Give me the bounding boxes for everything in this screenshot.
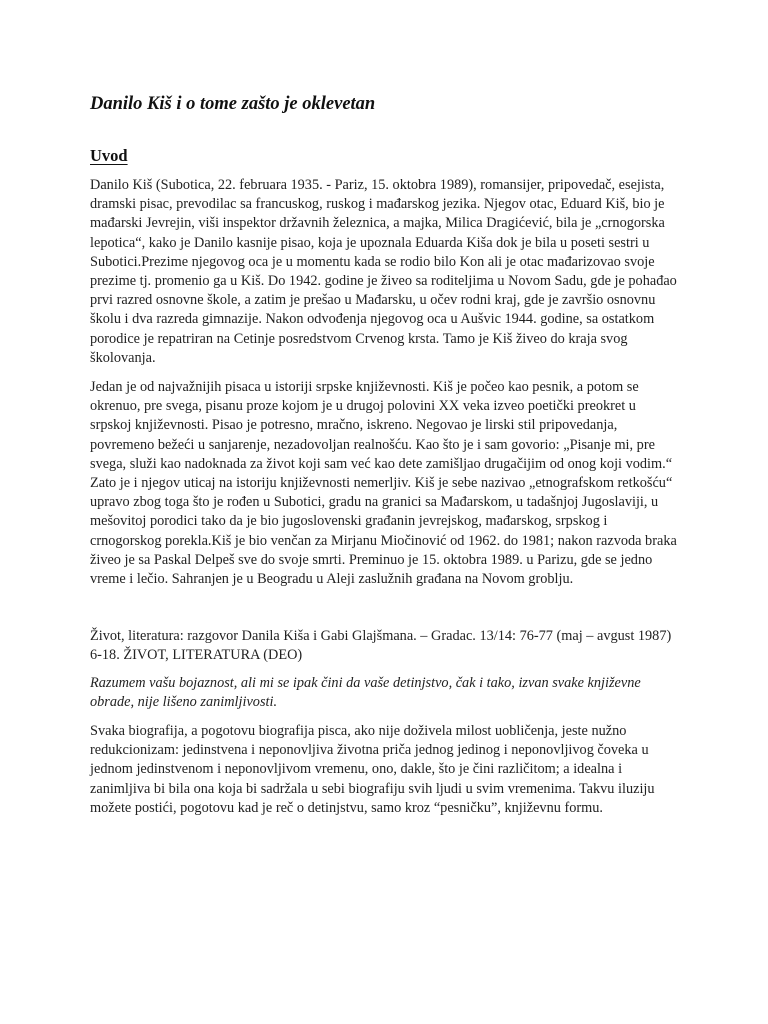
section-heading-uvod: Uvod: [90, 146, 128, 165]
paragraph-biography-answer: Svaka biografija, a pogotovu biografija pisca, ako nije doživela milost uobličenja, jeste nužno redukcionizam: jedinstvena i neponovljiva životna priča jednog jedinog i neponovljivog čoveka u jednom jedinstvenom i neponovljivom vremenu, ono, dakle, što je čini različitom; a idealna i zanimljiva bi bila ona koja bi sadržala u sebi biografiju svih ljudi u svim vremenima. Takvu iluziju možete postići, pogotovu kad je reč o detinjstvu, samo kroz “pesničku”, književnu formu.: [90, 723, 655, 816]
document-title: Danilo Kiš i o tome zašto je oklevetan: [90, 94, 376, 114]
paragraph-literary-significance: Jedan je od najvažnijih pisaca u istoriji srpske književnosti. Kiš je počeo kao pesnik, a potom se okrenuo, pre svega, pisanu proze kojom je u drugoj polovini XX veka izveo poetički preokret u srpskoj književnosti. Pisao je potresno, mračno, iskreno. Negovao je lirski stil pripovedanja, povremeno bežeći u sanjarenje, nezadovoljan realnošću. Kao što je i sam govorio: „Pisanje mi, pre svega, služi kao nadoknada za život koji sam već kao dete zamišljao drugačijim od onog koji vodim.“ Zato je i njegov uticaj na istoriju književnosti nemerljiv. Kiš je sebe nazivao „etnografskom retkošću“ upravo zbog toga što je rođen u Subotici, gradu na granici sa Mađarskom, u tadašnjoj Jugoslaviji, u mešovitoj porodici tako da je bio jugoslovenski građanin jevrejskog, mađarskog, srpskog i crnogorskog porekla.Kiš je bio venčan za Mirjanu Miočinović od 1962. do 1981; nakon razvoda braka živeo je sa Paskal Delpeš sve do svoje smrti. Preminuo je 15. oktobra 1989. u Parizu, gde se jedno vreme i lečio. Sahranjen je u Beogradu u Aleji zaslužnih građana na Novom groblju.: [90, 379, 677, 588]
document-page: [90, 92, 680, 818]
interview-question-quote: Razumem vašu bojaznost, ali mi se ipak čini da vaše detinjstvo, čak i tako, izvan svake književne obrade, nije lišeno zanimljivosti.: [90, 674, 641, 710]
paragraph-biography: Danilo Kiš (Subotica, 22. februara 1935. - Pariz, 15. oktobra 1989), romansijer, pripovedač, esejista, dramski pisac, prevodilac sa francuskog, ruskog i mađarskog jezika. Njegov otac, Eduard Kiš, bio je mađarski Jevrejin, viši inspektor državnih železnica, a majka, Milica Dragićević, bila je „crnogorska lepotica“, kako je Danilo kasnije pisao, koja je upoznala Eduarda Kiša dok je bila u poseti sestri u Subotici.Prezime njegovog oca je u momentu kada se rodio bilo Kon ali je otac mađarizovao svoje prezime tj. promenio ga u Kiš. Do 1942. godine je živeo sa roditeljima u Novom Sadu, gde je pohađao prvi razred osnovne škole, a zatim je prešao u Mađarsku, u očev rodni kraj, gde je završio osnovnu školu i dva razreda gimnazije. Nakon odvođenja njegovog oca u Aušvic 1944. godine, sa ostatkom porodice je repatriran na Cetinje posredstvom Crvenog krsta. Tamo je Kiš živeo do kraja svog školovanja.: [90, 177, 677, 366]
interview-citation: Život, literatura: razgovor Danila Kiša i Gabi Glajšmana. – Gradac. 13/14: 76-77 (maj – avgust 1987) 6-18. ŽIVOT, LITERATURA (DEO): [90, 628, 672, 664]
section-spacer: [90, 589, 680, 627]
